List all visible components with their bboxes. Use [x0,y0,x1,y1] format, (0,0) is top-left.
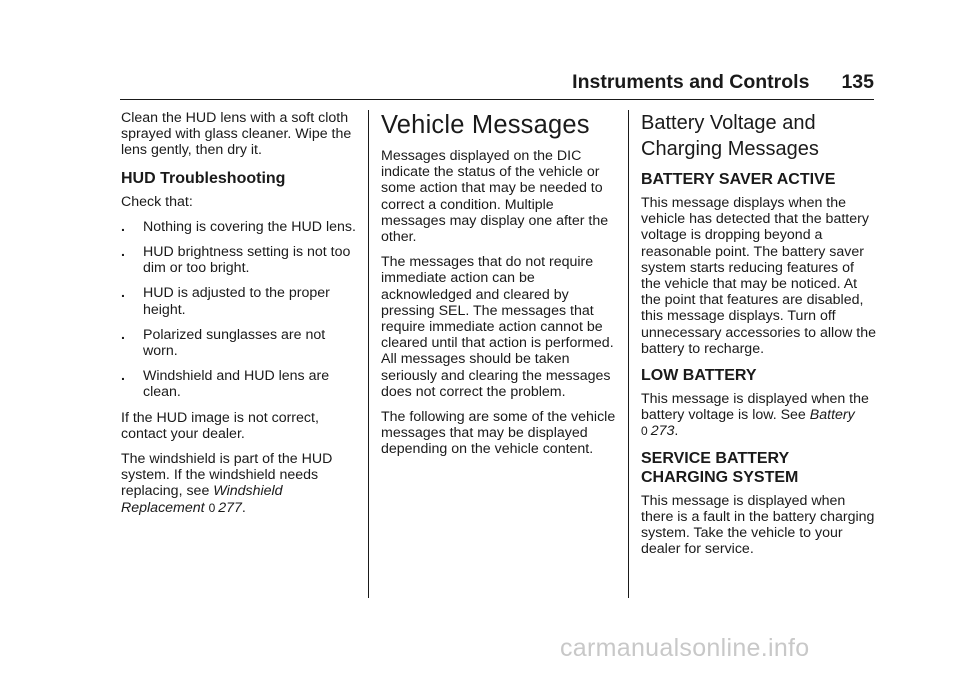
bullet-marker: . [121,244,125,261]
column-2 [381,110,616,467]
vehicle-messages-heading: Vehicle Messages [381,111,590,139]
hud-troubleshooting-heading: HUD Troubleshooting [121,169,286,187]
windshield-paragraph: The windshield is part of the HUD system. If the windshield needs replacing, see Windshield Replacement 0 277. [121,451,333,516]
section-title: Instruments and Controls [572,71,810,93]
list-item: . HUD is adjusted to the proper height. [121,285,330,318]
bullet-marker: . [121,326,125,343]
bullet-marker: . [121,368,125,385]
column-1 [121,110,356,525]
battery-link[interactable]: Battery [809,407,855,424]
header-rule [120,99,874,100]
page-number: 135 [841,71,874,93]
following-messages-text: The following are some of the vehicle messages that may be displayed depending on the vehicle content. [381,409,616,458]
check-that-text: Check that: [121,193,193,210]
battery-page-ref[interactable]: 273 [650,423,675,440]
service-battery-heading: SERVICE BATTERY CHARGING SYSTEM [641,449,799,486]
contact-dealer-text: If the HUD image is not correct, contact your dealer. [121,409,319,442]
battery-saver-heading: BATTERY SAVER ACTIVE [641,171,836,188]
hud-cleaning-text: Clean the HUD lens with a soft cloth sprayed with glass cleaner. Wipe the lens gently, then dry it. [121,110,352,159]
battery-messages-heading: Battery Voltage and Charging Messages [641,112,819,160]
list-item: . Nothing is covering the HUD lens. [121,218,356,235]
service-battery-text: This message is displayed when there is a fault in the battery charging system. Take the vehicle to your dealer for service. [641,492,875,558]
checklist [121,219,356,401]
list-item: . Windshield and HUD lens are clean. [121,368,330,401]
page-reference-icon: 0 [208,500,216,515]
list-item: . HUD brightness setting is not too dim or too bright. [121,244,351,277]
low-battery-paragraph: This message is displayed when the battery voltage is low. See Battery 0 273. [641,391,869,440]
page-reference-icon: 0 [641,424,648,439]
acknowledge-messages-text: The messages that do not require immediate action can be acknowledged and cleared by pressing SEL. The messages that require immediate action cannot be cleared until that action is performed. All messages should be taken seriously and clearing the messages does not correct the problem. [381,254,614,400]
column-divider-1 [368,110,369,598]
bullet-marker: . [121,218,125,235]
page-header [572,71,874,94]
dic-messages-text: Messages displayed on the DIC indicate the status of the vehicle or some action that may be needed to correct a condition. Multiple messages may display one after the other. [381,148,609,246]
battery-saver-text: This message displays when the vehicle has detected that the battery voltage is dropping beyond a reasonable point. The battery saver system starts reducing features of the vehicle that may be noticed. At the point that features are disabled, this message displays. Turn off unnecessary accessories to allow the battery to recharge. [641,195,877,357]
list-item: . Polarized sunglasses are not worn. [121,326,326,360]
watermark: carmanualsonline.info [560,634,810,662]
windshield-page-ref[interactable]: 277 [218,499,242,516]
windshield-replacement-link[interactable]: Windshield Replacement [121,483,283,516]
bullet-marker: . [121,285,125,302]
column-3 [641,110,876,566]
low-battery-heading: LOW BATTERY [641,367,757,385]
column-divider-2 [628,110,629,598]
